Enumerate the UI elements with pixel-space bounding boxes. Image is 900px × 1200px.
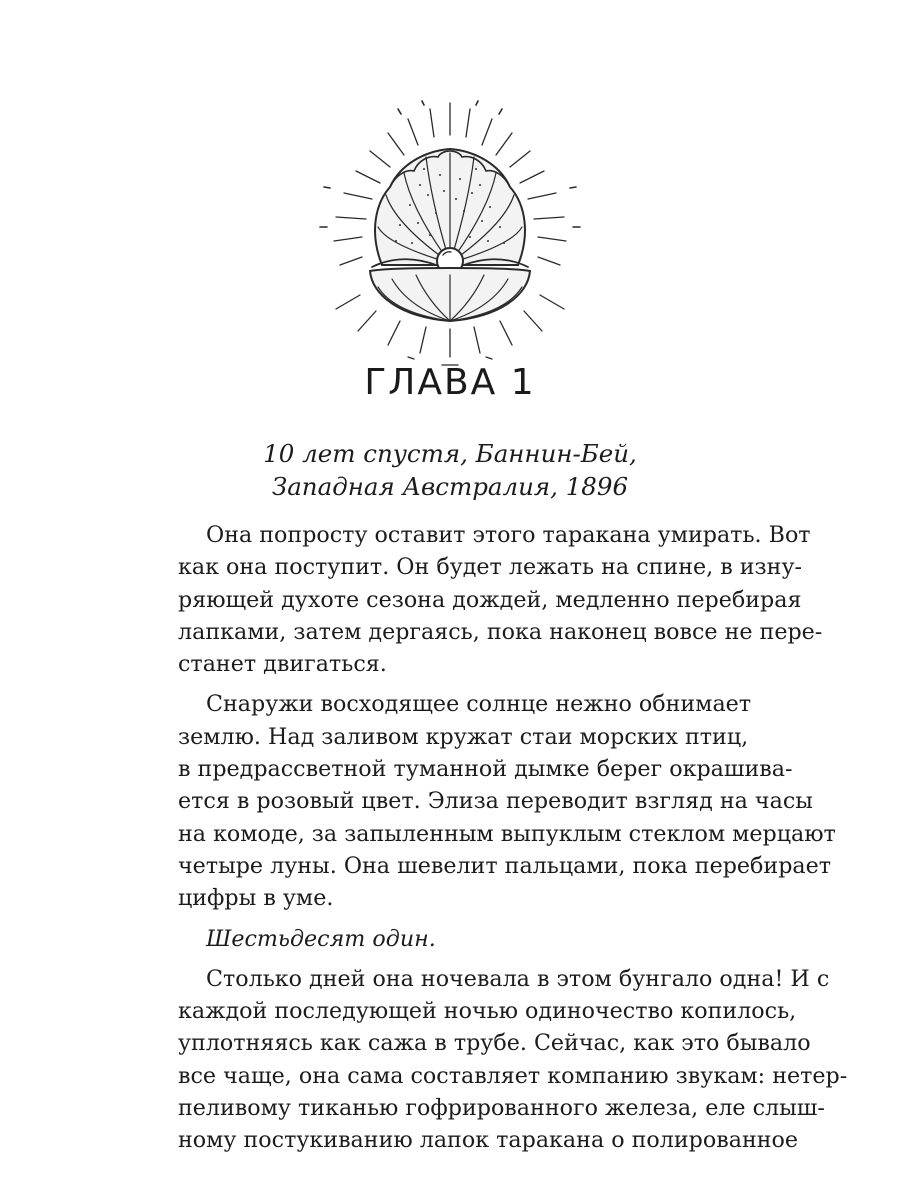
text-line: на комоде, за запыленным выпуклым стеклом мерцают — [178, 820, 836, 847]
text-line: все чаще, она сама составляет компанию звукам: нетер- — [178, 1062, 848, 1089]
oyster-pearl-illustration — [300, 95, 600, 370]
body-text — [178, 519, 848, 1157]
text-line: четыре луны. Она шевелит пальцами, пока перебирает — [178, 852, 832, 879]
text-line: лапками, затем дергаясь, пока наконец вовсе не пере- — [178, 618, 823, 645]
text-line: цифры в уме. — [178, 885, 334, 912]
subtitle-line: 10 лет спустя, Баннин-Бей, — [263, 439, 637, 468]
text-line: в предрассветной туманной дымке берег окрашива- — [178, 756, 793, 783]
text-line-italic: Шестьдесят один. — [206, 925, 436, 952]
text-line: пеливому тиканью гофрированного железа, еле слыш- — [178, 1095, 825, 1122]
text-line: каждой последующей ночью одиночество копилось, — [178, 998, 797, 1025]
text-line: Она попросту оставит этого таракана умирать. Вот — [206, 522, 811, 548]
subtitle-line: Западная Австралия, 1896 — [271, 472, 629, 501]
text-line: уплотняясь как сажа в трубе. Сейчас, как это бывало — [178, 1030, 811, 1057]
chapter-title: ГЛАВА 1 — [364, 362, 536, 403]
text-line: станет двигаться. — [178, 651, 387, 678]
chapter-subtitle — [0, 437, 900, 503]
text-line: Столько дней она ночевала в этом бунгало одна! И с — [206, 965, 830, 992]
text-line: ряющей духоте сезона дождей, медленно перебирая — [178, 586, 802, 613]
text-line: землю. Над заливом кружат стаи морских птиц, — [178, 723, 749, 750]
text-line: ному постукиванию лапок таракана о полированное — [178, 1127, 799, 1154]
text-line: ется в розовый цвет. Элиза переводит взгляд на часы — [178, 788, 813, 815]
text-line: как она поступит. Он будет лежать на спине, в изну- — [178, 554, 803, 581]
text-line: Снаружи восходящее солнце нежно обнимает — [206, 691, 752, 718]
